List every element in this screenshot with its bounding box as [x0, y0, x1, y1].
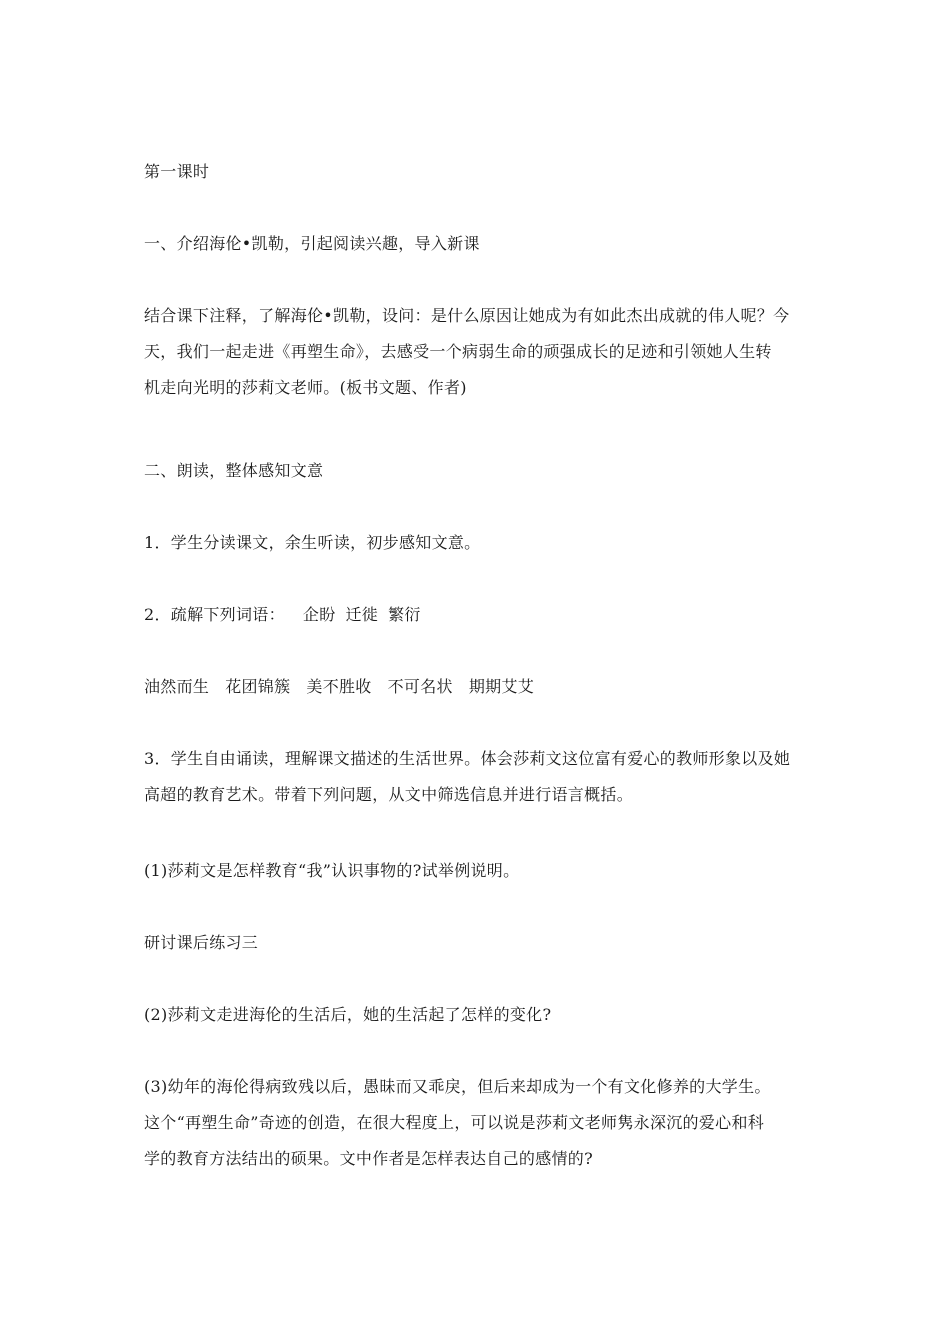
- vocab-term: 花团锦簇: [225, 677, 291, 696]
- question-3-line-1: (3)幼年的海伦得病致残以后，愚昧而又乖戾，但后来却成为一个有文化修养的大学生。: [144, 1077, 771, 1096]
- vocab-term: 不可名状: [387, 677, 453, 696]
- item-3-line-2: 高超的教育艺术。带着下列问题，从文中筛选信息并进行语言概括。: [144, 785, 634, 804]
- vocab-term: 油然而生: [144, 677, 210, 696]
- item-2-prefix: 2．疏解下列词语：: [144, 605, 285, 624]
- intro-line-1: 结合课下注释，了解海伦•凯勒，设问：是什么原因让她成为有如此杰出成就的伟人呢？今: [144, 306, 790, 325]
- item-3-paragraph: [144, 741, 810, 813]
- vocab-term: 美不胜收: [306, 677, 372, 696]
- vocabulary-row-2: [144, 669, 810, 705]
- intro-paragraph: [144, 298, 810, 406]
- section-1-heading: 一、介绍海伦•凯勒，引起阅读兴趣，导入新课: [144, 234, 480, 253]
- question-3-line-3: 学的教育方法结出的硕果。文中作者是怎样表达自己的感情的?: [144, 1149, 593, 1168]
- intro-line-2: 天，我们一起走进《再塑生命》，去感受一个病弱生命的顽强成长的足迹和引领她人生转: [144, 342, 772, 361]
- vocab-term: 期期艾艾: [468, 677, 535, 696]
- question-2: (2)莎莉文走进海伦的生活后，她的生活起了怎样的变化?: [144, 1005, 552, 1024]
- question-3-paragraph: [144, 1069, 810, 1177]
- item-3-line-1: 3．学生自由诵读，理解课文描述的生活世界。体会莎莉文这位富有爱心的教师形象以及她: [144, 749, 791, 768]
- question-3-line-2: 这个“再塑生命”奇迹的创造，在很大程度上，可以说是莎莉文老师隽永深沉的爱心和科: [144, 1113, 765, 1132]
- lesson-title: 第一课时: [144, 162, 210, 181]
- vocab-term: 繁衍: [388, 605, 421, 624]
- vocab-term: 企盼: [302, 605, 336, 624]
- item-1: 1．学生分读课文，余生听读，初步感知文意。: [144, 533, 481, 552]
- vocab-term: 迁徙: [345, 605, 379, 624]
- item-2-vocabulary: [144, 597, 810, 633]
- intro-line-3: 机走向光明的莎莉文老师。(板书文题、作者): [144, 378, 467, 397]
- question-1: (1)莎莉文是怎样教育“我”认识事物的?试举例说明。: [144, 861, 520, 880]
- section-2-heading: 二、朗读，整体感知文意: [144, 461, 324, 480]
- question-1-note: 研讨课后练习三: [144, 933, 259, 952]
